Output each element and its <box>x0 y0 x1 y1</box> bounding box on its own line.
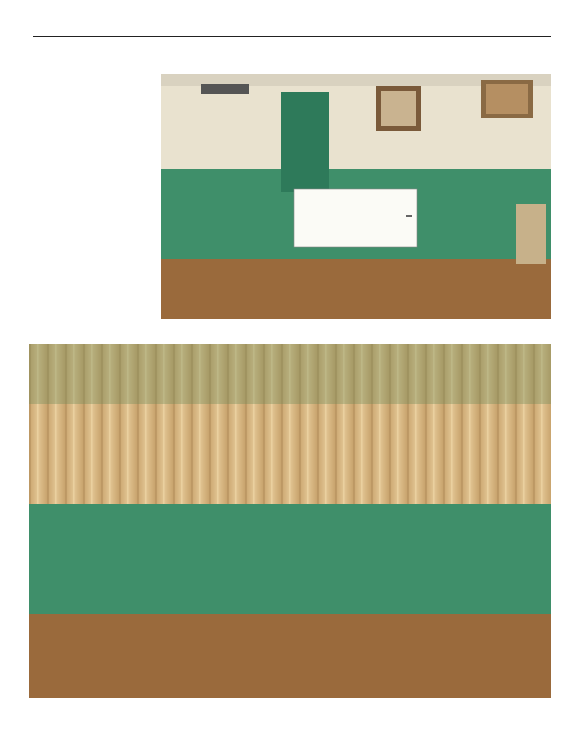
cheque-amount <box>406 215 412 217</box>
committee-group-photo <box>29 344 551 698</box>
cheque-presentation-photo <box>161 74 551 319</box>
header-rule <box>33 36 551 37</box>
article-body <box>33 72 157 342</box>
cheque <box>294 189 417 247</box>
page-header <box>33 26 551 36</box>
